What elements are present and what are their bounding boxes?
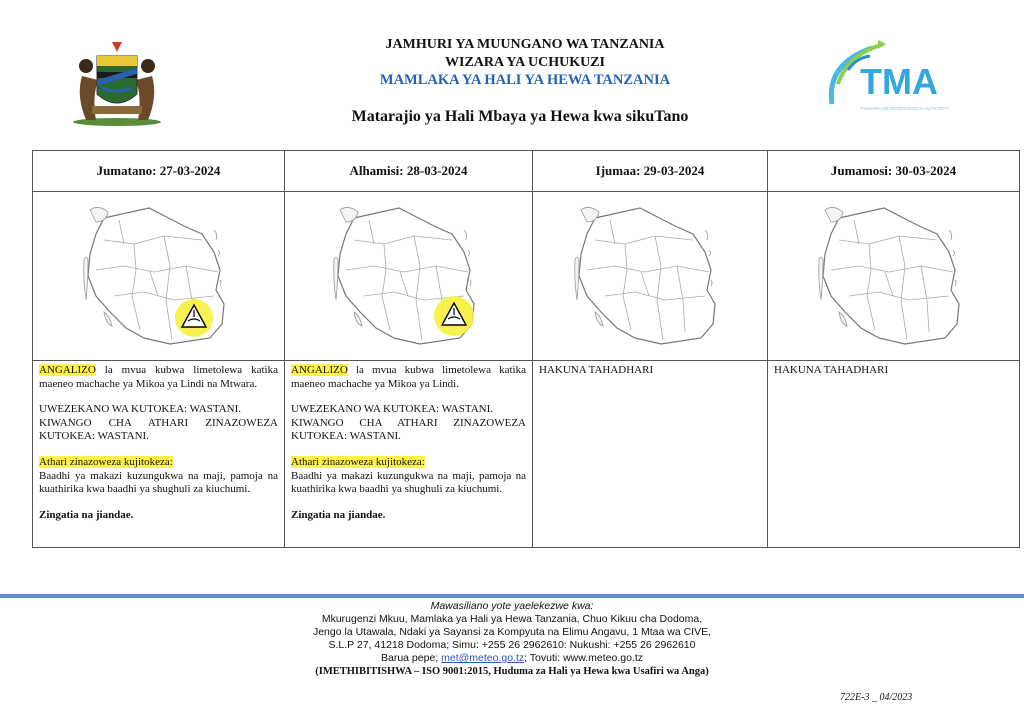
day-1-warning [33,361,285,548]
impact-level-text: KIWANGO CHA ATHARI ZINAZOWEZA KUTOKEA: WASTANI. [291,416,526,443]
header-country: JAMHURI YA MUUNGANO WA TANZANIA [385,37,665,52]
day-4-date: Jumamosi: 30-03-2024 [768,151,1020,192]
footer-email-line [200,652,824,665]
day-2-warning [285,361,533,548]
footer-address-line-2: Jengo la Utawala, Ndaki ya Sayansi za Kompyuta na Elimu Angavu, 1 Mtaa wa CIVE, [312,626,712,638]
advice-text: Zingatia na jiandae. [39,508,134,521]
svg-text:TMA: TMA [860,61,938,102]
day-1-date: Jumatano: 27-03-2024 [33,151,285,192]
coat-of-arms-emblem [62,36,172,128]
no-warning-text: HAKUNA TAHADHARI [539,364,654,376]
day-3-warning [533,361,768,548]
likelihood-text: UWEZEKANO WA KUTOKEA: WASTANI. [39,403,241,416]
alert-text: la mvua kubwa limetolewa katika maeneo machache ya Mikoa ya Lindi. [291,364,526,390]
day-1-map [33,192,285,361]
heavy-rain-warning-marker [434,296,474,336]
warning-text-row [33,361,1020,548]
alert-word: ANGALIZO [39,364,96,376]
day-4-warning [768,361,1020,548]
svg-text:TANZANIA METEOROLOGICAL AUTHOR: TANZANIA METEOROLOGICAL AUTHORITY [860,106,950,111]
map-row [33,192,1020,361]
tanzania-map-day-2 [324,200,494,350]
impact-level-text: KIWANGO CHA ATHARI ZINAZOWEZA KUTOKEA: WASTANI. [39,416,278,443]
day-4-map [768,192,1020,361]
document-reference: 722E-3 _ 04/2023 [840,692,913,703]
impacts-heading: Athari zinazoweza kujitokeza: [291,455,425,468]
tanzania-map-day-4 [809,200,979,350]
impacts-text: Baadhi ya makazi kuzungukwa na maji, pamoja na kuathirika kwa baadhi ya shughuli za kiuchumi. [291,469,526,496]
impacts-heading: Athari zinazoweza kujitokeza: [39,455,173,468]
email-link[interactable]: met@meteo.go.tz [441,652,525,664]
footer-certification: (IMETHIBITISHWA – ISO 9001:2015, Huduma za Hali ya Hewa kwa Usafiri wa Anga) [315,666,709,677]
footer-contact-heading: Mawasiliano yote yaelekezwe kwa: [430,600,594,612]
header-ministry: WIZARA YA UCHUKUZI [445,55,605,70]
alert-statement [291,364,526,391]
alert-word: ANGALIZO [291,364,348,376]
footer-divider [0,594,1024,598]
no-warning-text: HAKUNA TAHADHARI [774,364,889,376]
day-2-map [285,192,533,361]
forecast-table [32,150,1020,548]
day-3-date: Ijumaa: 29-03-2024 [533,151,768,192]
date-header-row [33,151,1020,192]
heavy-rain-warning-marker [175,299,213,337]
day-2-date: Alhamisi: 28-03-2024 [285,151,533,192]
tanzania-map-day-3 [565,200,735,350]
tanzania-map-day-1 [74,200,244,350]
page-title: Matarajio ya Hali Mbaya ya Hewa kwa sikuTano [351,108,689,125]
alert-statement [39,364,278,391]
header-authority: MAMLAKA YA HALI YA HEWA TANZANIA [379,72,671,88]
website-text: ; Tovuti: www.meteo.go.tz [524,652,644,664]
email-label: Barua pepe; [380,652,442,664]
tma-logo [820,34,950,120]
footer-address-line-3: S.L.P 27, 41218 Dodoma; Simu: +255 26 2962610: Nukushi: +255 26 2962610 [328,639,696,651]
day-3-map [533,192,768,361]
footer-address-line-1: Mkurugenzi Mkuu, Mamlaka ya Hali ya Hewa Tanzania, Chuo Kikuu cha Dodoma, [321,613,703,625]
likelihood-text: UWEZEKANO WA KUTOKEA: WASTANI. [291,403,493,416]
advice-text: Zingatia na jiandae. [291,508,386,521]
alert-text: la mvua kubwa limetolewa katika maeneo machache ya Mikoa ya Lindi na Mtwara. [39,364,278,390]
impacts-text: Baadhi ya makazi kuzungukwa na maji, pamoja na kuathirika kwa baadhi ya shughuli za kiuchumi. [39,469,278,496]
